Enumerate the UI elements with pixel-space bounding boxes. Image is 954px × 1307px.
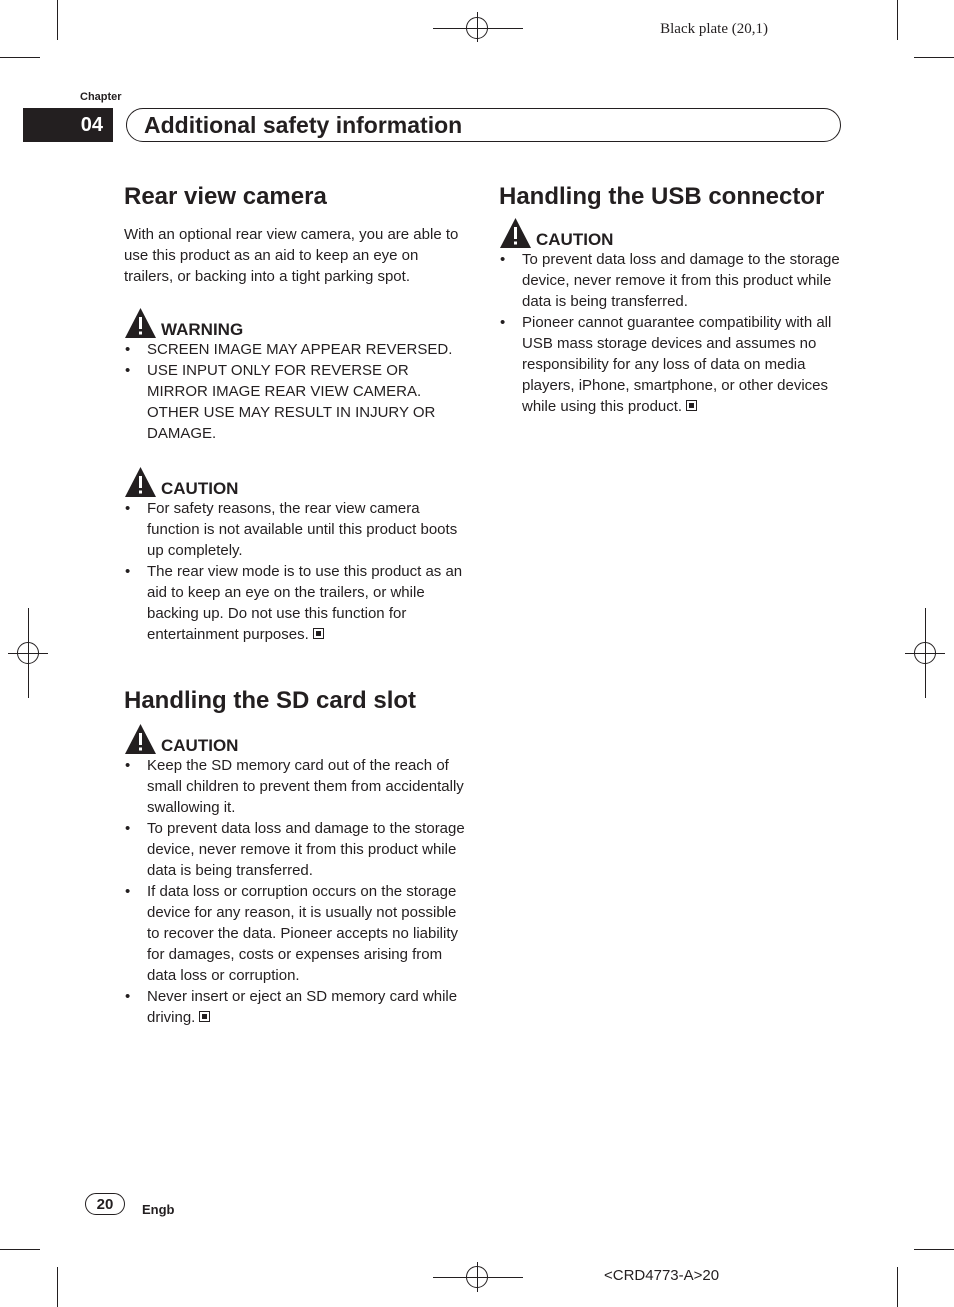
warning-notice	[124, 305, 466, 339]
chapter-title	[126, 108, 841, 142]
end-mark-icon	[313, 628, 324, 639]
registration-mark	[466, 1266, 488, 1288]
crop-mark	[0, 57, 40, 58]
list-item: • If data loss or corruption occurs on the storage device for any reason, it is usually not possible to recover the data. Pioneer accepts no liability for damages, costs or expenses arising from data loss or corruption.	[124, 881, 466, 986]
chapter-number: 04	[23, 108, 113, 142]
crop-mark	[57, 0, 58, 40]
page-number: 20	[85, 1193, 125, 1215]
list-item: • Keep the SD memory card out of the reach of small children to prevent them from accidentally swallowing it.	[124, 755, 466, 818]
list-item: • For safety reasons, the rear view camera function is not available until this product boots up completely.	[124, 498, 466, 561]
end-mark-icon	[686, 400, 697, 411]
rear-view-camera-section	[124, 181, 466, 645]
right-column	[499, 181, 844, 417]
plate-label: Black plate (20,1)	[660, 21, 768, 37]
warning-triangle-icon	[499, 217, 532, 249]
warning-label: WARNING	[161, 320, 244, 339]
registration-mark	[466, 17, 488, 39]
chapter-title-text: Additional safety information	[144, 111, 463, 138]
caution-notice	[499, 215, 844, 249]
caution-notice	[124, 721, 466, 755]
crop-mark	[914, 1249, 954, 1250]
list-item	[499, 312, 844, 417]
usb-heading: Handling the USB connector	[499, 183, 825, 210]
chapter-label: Chapter	[80, 91, 122, 103]
crop-mark	[914, 57, 954, 58]
registration-mark	[914, 642, 936, 664]
language-code: Engb	[142, 1202, 175, 1217]
caution-label: CAUTION	[161, 479, 239, 498]
list-item: • To prevent data loss and damage to the storage device, never remove it from this product while data is being transferred.	[124, 818, 466, 881]
caution-notice	[124, 464, 466, 498]
crop-mark	[57, 1267, 58, 1307]
warning-triangle-icon	[124, 307, 157, 339]
caution-label: CAUTION	[161, 736, 239, 755]
sd-card-section	[124, 685, 466, 1028]
list-item-text: Pioneer cannot guarantee compatibility with all USB mass storage devices and assumes no responsibility for any loss of data on media players, iPhone, smartphone, or other devices while using this product.	[522, 314, 832, 415]
rear-view-camera-heading: Rear view camera	[124, 183, 327, 210]
end-mark-icon	[199, 1011, 210, 1022]
document-code: <CRD4773-A>20	[604, 1267, 720, 1284]
list-item: • To prevent data loss and damage to the storage device, never remove it from this product while data is being transferred.	[499, 249, 844, 312]
warning-triangle-icon	[124, 723, 157, 755]
list-item: • USE INPUT ONLY FOR REVERSE OR MIRROR IMAGE REAR VIEW CAMERA. OTHER USE MAY RESULT IN INJURY OR DAMAGE.	[124, 360, 466, 444]
sd-card-heading: Handling the SD card slot	[124, 687, 417, 714]
list-item-text: Never insert or eject an SD memory card while driving.	[147, 988, 458, 1026]
warning-triangle-icon	[124, 466, 157, 498]
crop-mark	[897, 0, 898, 40]
caution-label: CAUTION	[536, 230, 614, 249]
registration-mark	[17, 642, 39, 664]
warning-list	[124, 339, 466, 444]
caution-list	[124, 498, 466, 645]
usb-section	[499, 181, 844, 417]
list-item-text: The rear view mode is to use this product as an aid to keep an eye on the trailers, or while backing up. Do not use this function for entertainment purposes.	[147, 563, 463, 643]
list-item: • SCREEN IMAGE MAY APPEAR REVERSED.	[124, 339, 466, 360]
left-column	[124, 181, 466, 1028]
crop-mark	[0, 1249, 40, 1250]
crop-mark	[897, 1267, 898, 1307]
rear-view-camera-intro: With an optional rear view camera, you are able to use this product as an aid to keep an eye on trailers, or backing into a tight parking spot.	[124, 226, 459, 285]
list-item	[124, 986, 466, 1028]
list-item	[124, 561, 466, 645]
caution-list	[499, 249, 844, 417]
caution-list	[124, 755, 466, 1028]
